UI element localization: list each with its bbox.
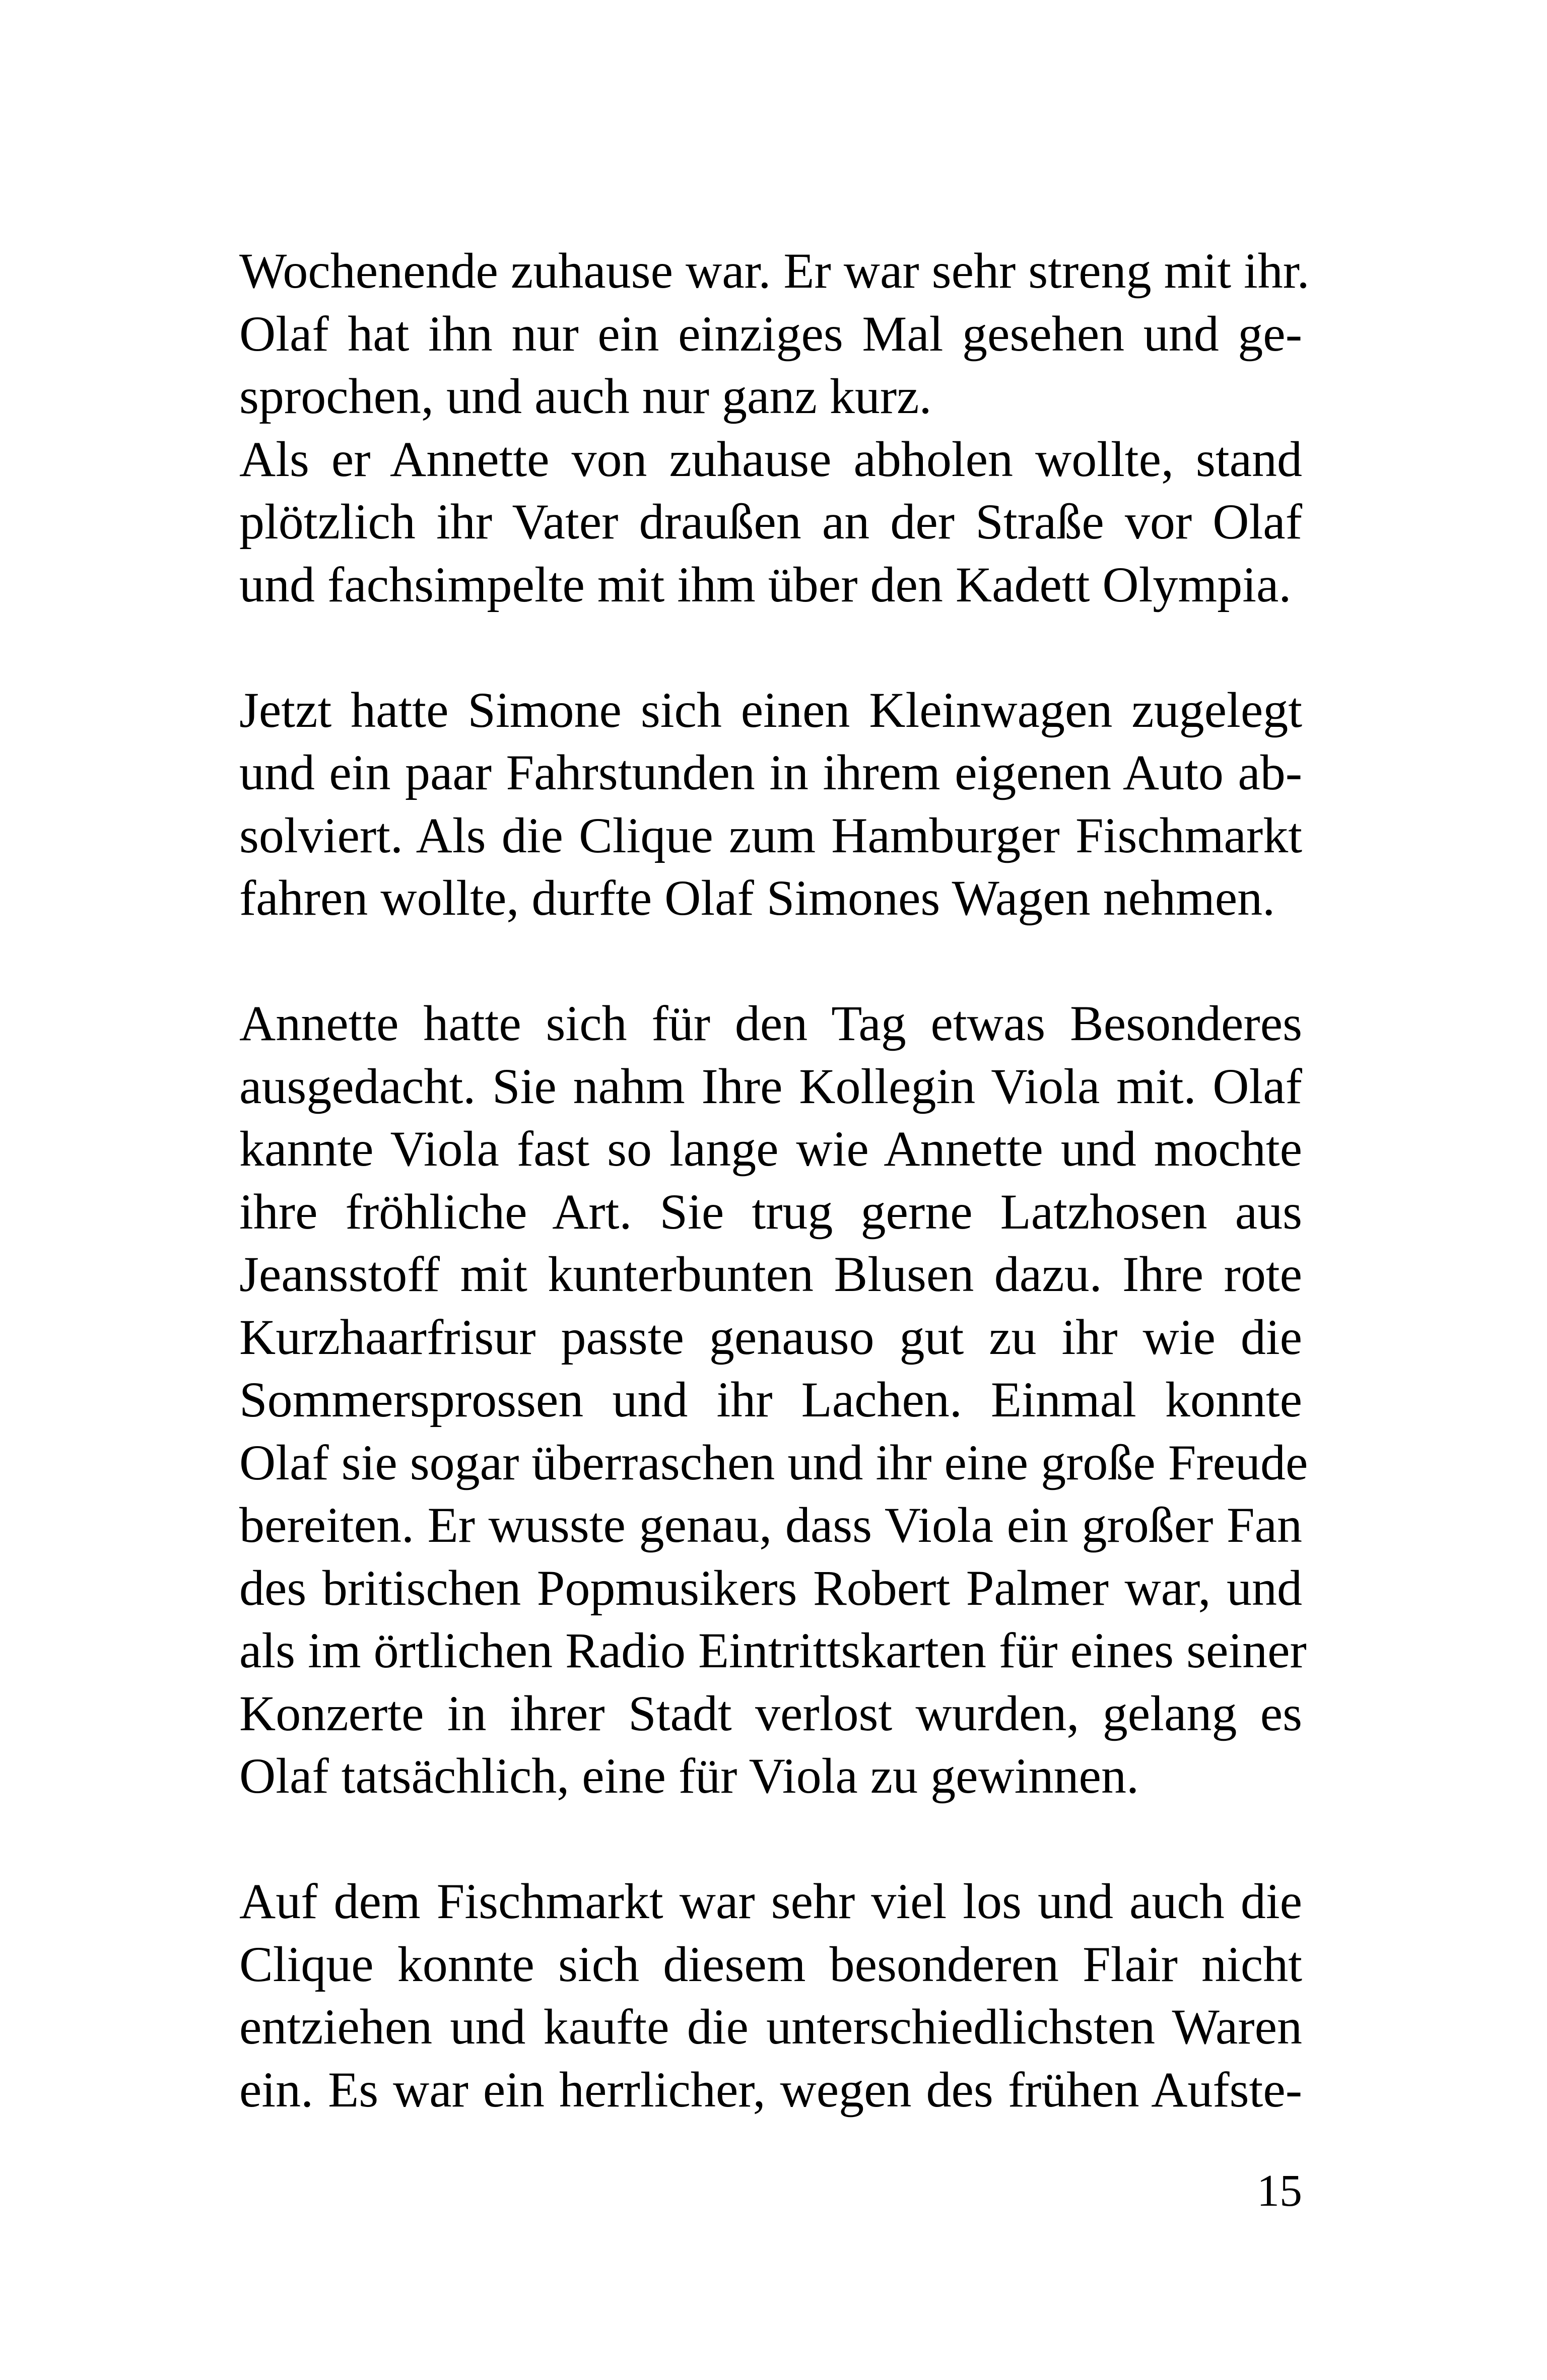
text-line: Als er Annette von zuhause abholen wollte, stand [239, 431, 1302, 487]
text-line: Olaf sie sogar überraschen und ihr eine große Freude [239, 1434, 1308, 1490]
text-line: Olaf hat ihn nur ein einziges Mal gesehen und ge- [239, 305, 1302, 362]
text-line: Annette hatte sich für den Tag etwas Besonderes [239, 995, 1302, 1051]
text-line: kannte Viola fast so lange wie Annette und mochte [239, 1121, 1302, 1177]
page-number: 15 [1257, 2166, 1302, 2216]
text-line: bereiten. Er wusste genau, dass Viola ein großer Fan [239, 1497, 1302, 1553]
text-line: sprochen, und auch nur ganz kurz. [239, 368, 932, 424]
text-line: Olaf tatsächlich, eine für Viola zu gewinnen. [239, 1748, 1139, 1804]
text-line: ein. Es war ein herrlicher, wegen des frühen Aufste- [239, 2061, 1302, 2118]
text-line: fahren wollte, durfte Olaf Simones Wagen nehmen. [239, 870, 1275, 926]
text-line: ihre fröhliche Art. Sie trug gerne Latzhosen aus [239, 1183, 1302, 1240]
text-line: und fachsimpelte mit ihm über den Kadett Olympia. [239, 556, 1292, 613]
paragraph-3 [239, 992, 1308, 1808]
text-line: Auf dem Fischmarkt war sehr viel los und auch die [239, 1873, 1302, 1929]
paragraph-4 [239, 1870, 1302, 2121]
text-line: Jeansstoff mit kunterbunten Blusen dazu. Ihre rote [239, 1246, 1302, 1302]
text-line: Clique konnte sich diesem besonderen Flair nicht [239, 1936, 1302, 1992]
text-line: Wochenende zuhause war. Er war sehr streng mit ihr. [239, 243, 1310, 299]
text-line: und ein paar Fahrstunden in ihrem eigenen Auto ab- [239, 744, 1302, 800]
text-line: Konzerte in ihrer Stadt verlost wurden, gelang es [239, 1685, 1302, 1741]
text-line: des britischen Popmusikers Robert Palmer war, und [239, 1559, 1302, 1616]
text-line: als im örtlichen Radio Eintrittskarten für eines seiner [239, 1622, 1307, 1678]
text-line: plötzlich ihr Vater draußen an der Straße vor Olaf [239, 494, 1302, 550]
text-line: Sommersprossen und ihr Lachen. Einmal konnte [239, 1372, 1302, 1427]
text-line: entziehen und kaufte die unterschiedlichsten Waren [239, 1999, 1302, 2055]
text-line: Jetzt hatte Simone sich einen Kleinwagen zugelegt [239, 682, 1302, 738]
paragraph-1 [239, 240, 1310, 616]
body-text [239, 240, 1310, 2184]
text-line: solviert. Als die Clique zum Hamburger Fischmarkt [239, 807, 1302, 863]
text-line: ausgedacht. Sie nahm Ihre Kollegin Viola mit. Olaf [239, 1058, 1302, 1114]
text-line: Kurzhaarfrisur passte genauso gut zu ihr wie die [239, 1309, 1302, 1365]
paragraph-2 [239, 679, 1302, 930]
